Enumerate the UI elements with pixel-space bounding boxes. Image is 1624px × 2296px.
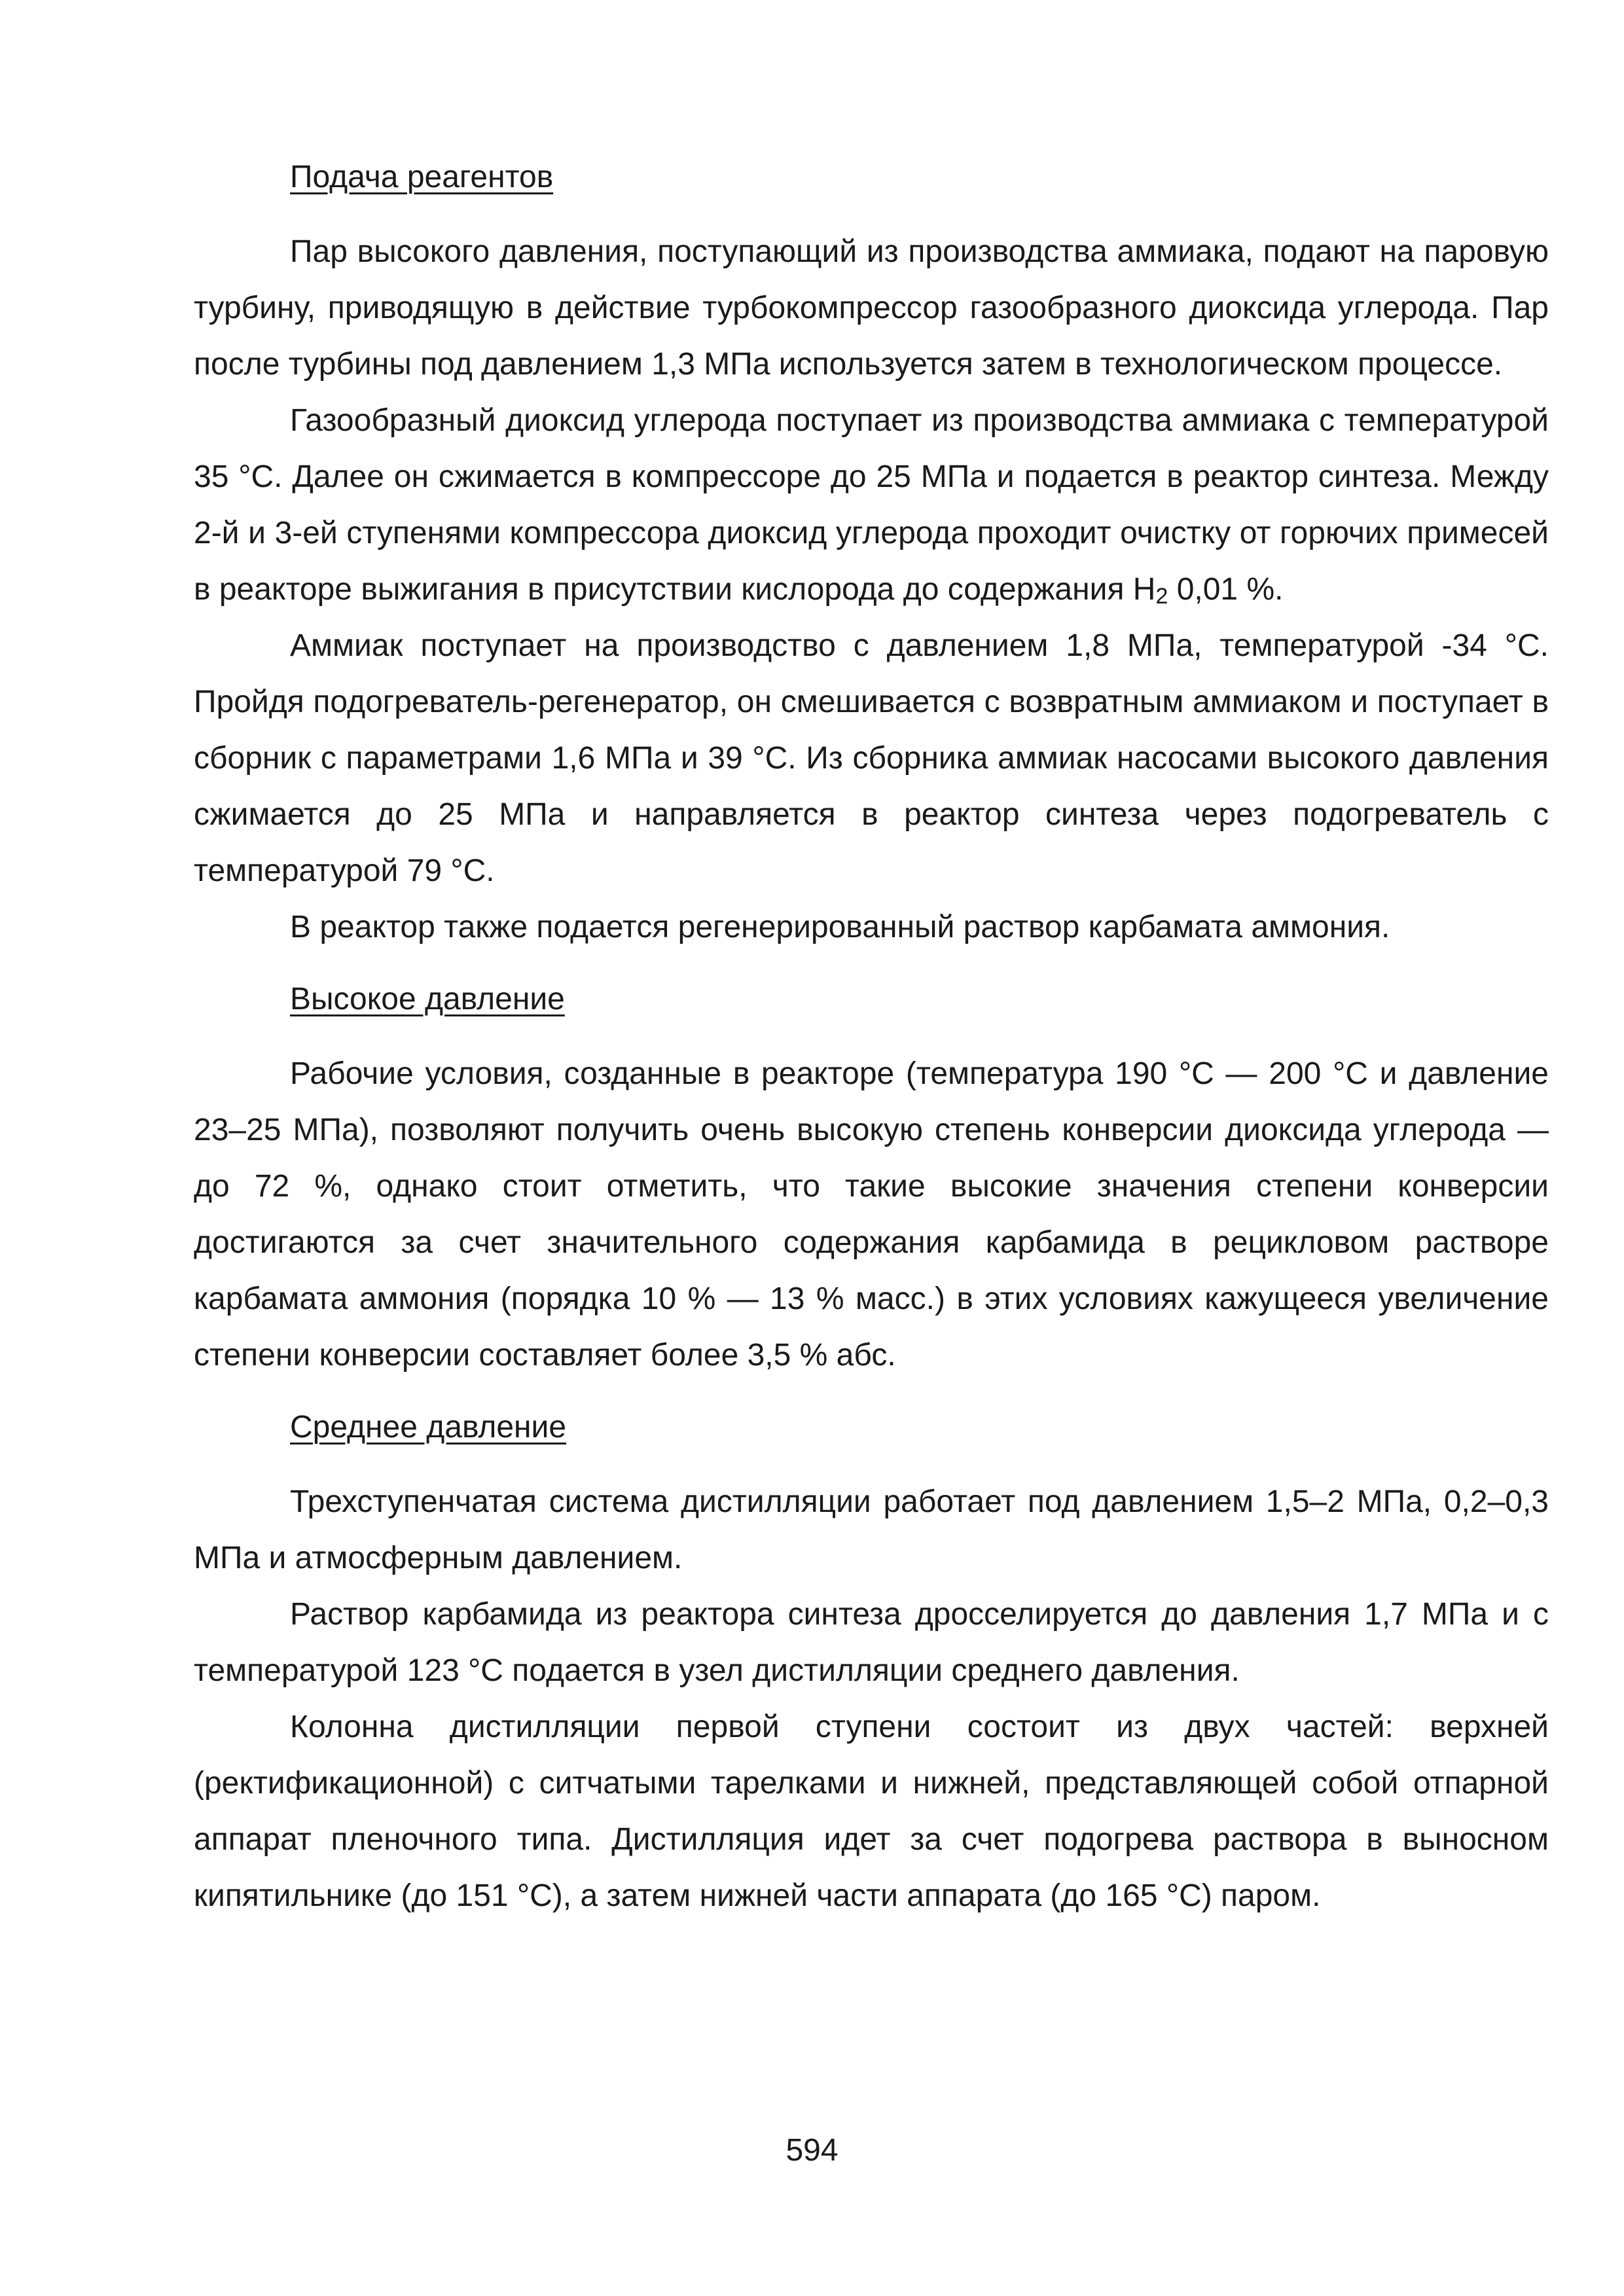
paragraph: Раствор карбамида из реактора синтеза дросселируется до давления 1,7 МПа и с температурой 123 °С подается в узел дистилляции среднего давления. [194,1597,1549,1688]
section-heading-medium-pressure: Среднее давление [290,1410,567,1444]
page-body [194,149,1549,1924]
page-number: 594 [785,2133,839,2168]
paragraph: В реактор также подается регенерированный раствор карбамата аммония. [290,910,1390,944]
paragraph: Трехступенчатая система дистилляции работает под давлением 1,5–2 МПа, 0,2–0,3 МПа и атмосферным давлением. [194,1484,1549,1575]
paragraph: Рабочие условия, созданные в реакторе (температура 190 °С — 200 °С и давление 23–25 МПа), позволяют получить очень высокую степень конверсии диоксида углерода — до 72 %, однако стоит отметить, что такие высокие значения степени конверсии достигаются за счет значительного содержания карбамида в рецикловом растворе карбамата аммония (порядка 10 % — 13 % масс.) в этих условиях кажущееся увеличение степени конверсии составляет более 3,5 % абс. [194,1056,1549,1372]
section-heading-reagent-feed: Подача реагентов [290,160,554,194]
paragraph-text: Газообразный диоксид углерода поступает из производства аммиака с температурой 35 °С. Далее он сжимается в компрессоре до 25 МПа и подается в реактор синтеза. Между 2-й и 3-ей ступенями компрессора диоксид углерода проходит очистку от горючих примесей в реакторе выжигания в присутствии кислорода до содержания Н [194,403,1549,607]
paragraph-tail: 0,01 %. [1168,572,1284,607]
paragraph [194,393,1549,618]
subscript: 2 [1155,584,1168,609]
paragraph: Пар высокого давления, поступающий из производства аммиака, подают на паровую турбину, приводящую в действие турбокомпрессор газообразного диоксида углерода. Пар после турбины под давлением 1,3 МПа используется затем в технологическом процессе. [194,234,1549,382]
paragraph: Колонна дистилляции первой ступени состоит из двух частей: верхней (ректификационной) с ситчатыми тарелками и нижней, представляющей собой отпарной аппарат пленочного типа. Дистилляция идет за счет подогрева раствора в выносном кипятильнике (до 151 °С), а затем нижней части аппарата (до 165 °С) паром. [194,1710,1549,1913]
section-heading-high-pressure: Высокое давление [290,982,565,1016]
paragraph: Аммиак поступает на производство с давлением 1,8 МПа, температурой -34 °С. Пройдя подогреватель-регенератор, он смешивается с возвратным аммиаком и поступает в сборник с параметрами 1,6 МПа и 39 °С. Из сборника аммиак насосами высокого давления сжимается до 25 МПа и направляется в реактор синтеза через подогреватель с температурой 79 °С. [194,628,1549,888]
